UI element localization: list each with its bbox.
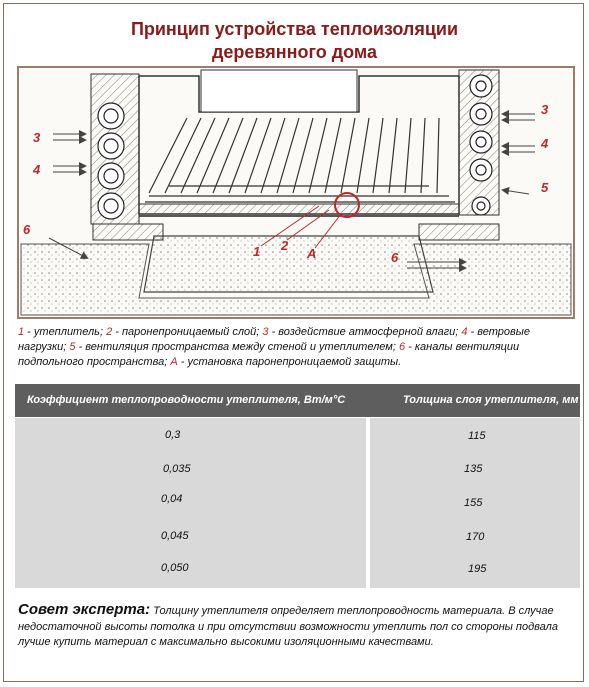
tip-heading: Совет эксперта: (18, 601, 151, 618)
page-title (0, 18, 589, 64)
legend-text-1: - утеплитель; (24, 326, 107, 338)
floor-boards (145, 118, 455, 202)
legend-num-2: 2 (106, 326, 113, 338)
label-5-right: 5 (541, 180, 549, 195)
legend-text-4: - ветровые нагрузки; (18, 326, 530, 353)
legend-num-6: 6 (398, 341, 406, 353)
cell-coefficient: 0,050 (161, 562, 189, 574)
cell-thickness: 170 (466, 531, 485, 543)
window-opening (201, 70, 357, 112)
cell-coefficient: 0,035 (163, 463, 191, 475)
header-coefficient: Коэффициент теплопроводности утеплителя, Вт/м°С (27, 394, 346, 406)
legend-text-3: - воздействие атмосферной влаги; (268, 326, 462, 338)
header-thickness: Толщина слоя утеплителя, мм (403, 394, 579, 406)
table-row (15, 554, 580, 588)
legend-text-2: - паронепроницаемый слой; (112, 326, 263, 338)
table-row (15, 452, 580, 486)
label-2: 2 (281, 238, 289, 253)
table-row (15, 418, 580, 452)
insulation-layer (139, 204, 459, 214)
foundation (144, 236, 433, 292)
title-line-1: Принцип устройства теплоизоляции (130, 19, 459, 39)
legend-num-4: 4 (461, 326, 468, 338)
title-line-2: деревянного дома (211, 42, 378, 62)
cell-thickness: 195 (468, 563, 487, 575)
expert-tip (18, 602, 574, 651)
diagram-legend (18, 325, 574, 370)
legend-num-3: 3 (262, 326, 269, 338)
left-log-wall (91, 74, 163, 240)
diagram-drawing (19, 68, 573, 317)
legend-num-1: 1 (18, 326, 25, 338)
label-3-left: 3 (33, 130, 41, 145)
legend-text-5: - вентиляция пространства между стеной и утеплителем; (75, 341, 399, 353)
legend-text-A: - установка паронепроницаемой защиты. (177, 356, 402, 368)
cell-thickness: 135 (464, 463, 483, 475)
label-6-right: 6 (391, 250, 399, 265)
label-A: A (307, 246, 317, 261)
label-6-left: 6 (23, 222, 31, 237)
cell-thickness: 155 (464, 497, 483, 509)
table-row (15, 486, 580, 520)
label-4-right: 4 (541, 136, 549, 151)
cell-coefficient: 0,045 (161, 530, 189, 542)
cell-coefficient: 0,04 (161, 493, 183, 505)
legend-num-5: 5 (69, 341, 76, 353)
legend-num-A: А (170, 356, 178, 368)
table-header (15, 384, 580, 417)
cell-coefficient: 0,3 (165, 429, 181, 441)
label-1: 1 (253, 244, 261, 259)
insulation-diagram (17, 66, 575, 319)
cell-thickness: 115 (468, 430, 486, 442)
tip-text: Толщину утеплителя определяет теплопроводность материала. В случае недостаточной высоты потолка и при отсутствии возможности утеплить пол со стороны подвала лучше купить материал с максимально высокими изоляционными качествами. (18, 605, 558, 648)
table-row (15, 520, 580, 554)
label-4-left: 4 (33, 162, 41, 177)
legend-text-6: - каналы вентиляции подпольного пространства; (18, 341, 520, 368)
left-arrows (49, 134, 87, 258)
label-3-right: 3 (541, 102, 549, 117)
